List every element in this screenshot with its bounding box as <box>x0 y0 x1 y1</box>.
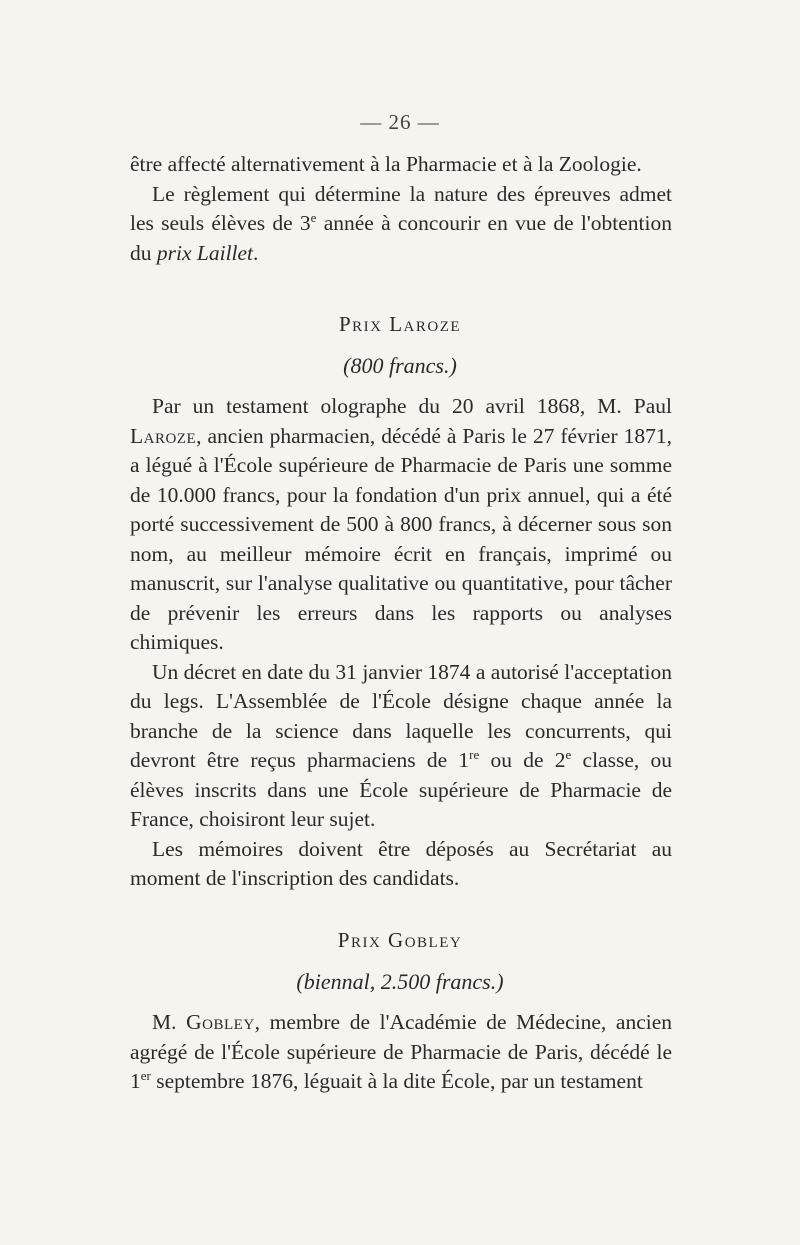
intro-text-d: . <box>253 240 259 265</box>
intro-superscript: e <box>310 209 317 225</box>
gobley-sup: er <box>140 1067 151 1083</box>
intro-text-a: être affecté alternativement à la Pharmacie et à la Zoologie. <box>130 152 642 176</box>
gobley-body <box>130 1008 672 1097</box>
section-title-gobley: Prix Gobley <box>337 928 463 952</box>
gobley-p1-a: M. <box>152 1010 187 1034</box>
laroze-sup-1: re <box>469 746 480 762</box>
page-number: — 26 — <box>360 110 440 134</box>
laroze-paragraph-2 <box>130 658 672 835</box>
gobley-p1-c: septembre 1876, léguait à la dite École, par un testament <box>150 1069 643 1093</box>
intro-line <box>130 150 672 180</box>
laroze-p1-b: , ancien pharmacien, décédé à Paris le 27 février 1871, a légué à l'École supérieure de Pharmacie de Paris une somme de 10.000 francs, pour la fondation d'un prix annuel, qui a été porté successivement de 500 à 800 francs, à décerner sous son nom, au meilleur mémoire écrit en français, imprimé ou manuscrit, sur l'analyse qualitative ou quantitative, pour tâcher de prévenir les erreurs dans les rapports ou analyses chimiques. <box>130 423 672 654</box>
laroze-paragraph-1 <box>130 392 672 658</box>
gobley-p1-b: , membre de l'Académie de Médecine, ancien agrégé de l'École supérieure de Pharmacie de Paris, décédé le 1 <box>130 1010 672 1093</box>
section-subtitle-laroze: (800 francs.) <box>343 353 457 378</box>
laroze-body <box>130 392 672 894</box>
laroze-name: Laroze <box>130 423 197 448</box>
laroze-p2-c: classe, ou élèves inscrits dans une École supérieure de Pharmacie de France, choisiront leur sujet. <box>130 748 672 831</box>
intro-text-b: Le règlement qui détermine la nature des épreuves admet les seuls élèves de 3 <box>130 181 672 235</box>
intro-text-c: année à concourir en vue de l'obtention du <box>130 211 672 265</box>
section-subtitle-gobley: (biennal, 2.500 francs.) <box>296 969 504 994</box>
laroze-sup-2: e <box>565 746 572 762</box>
prix-laillet-italic: prix Laillet <box>156 240 254 265</box>
gobley-paragraph-1 <box>130 1008 672 1097</box>
laroze-p1-a: Par un testament olographe du 20 avril 1868, M. Paul <box>152 394 672 418</box>
laroze-p2-b: ou de 2 <box>479 748 566 772</box>
laroze-paragraph-3: Les mémoires doivent être déposés au Secrétariat au moment de l'inscription des candidats. <box>130 836 672 890</box>
gobley-name: Gobley <box>186 1010 255 1034</box>
laroze-p2-a: Un décret en date du 31 janvier 1874 a autorisé l'acceptation du legs. L'Assemblée de l'École désigne chaque année la branche de la science dans laquelle les concurrents, qui devront être reçus pharmaciens de 1 <box>130 659 672 772</box>
intro-paragraphs <box>130 150 672 268</box>
section-title-laroze: Prix Laroze <box>338 312 462 336</box>
intro-paragraph <box>130 180 672 269</box>
